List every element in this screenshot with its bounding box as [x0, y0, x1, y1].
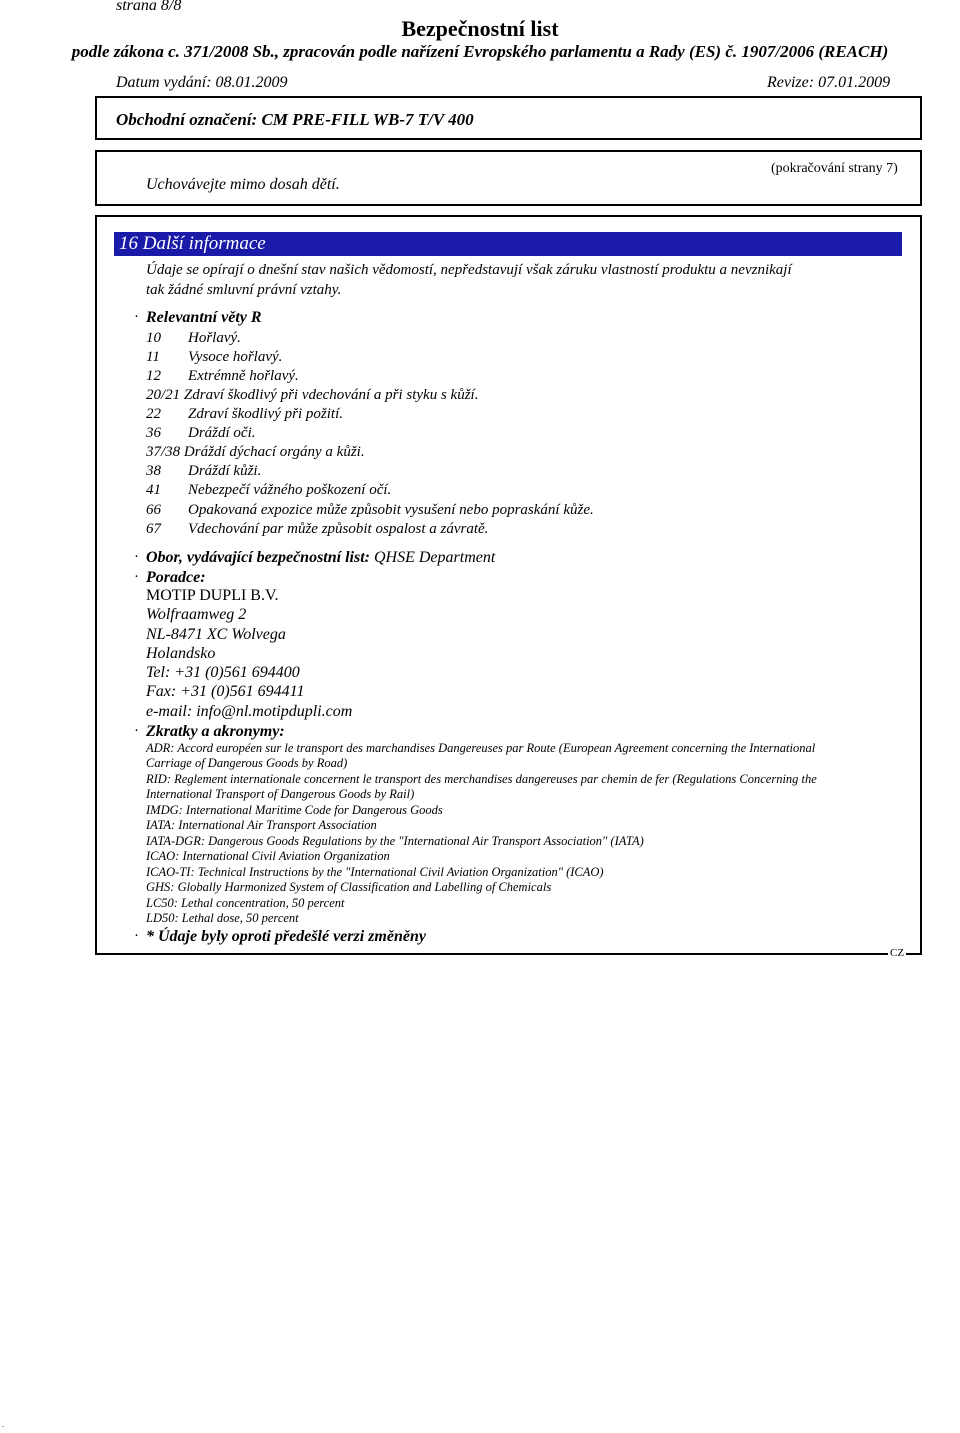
- r-phrase-text: Vdechování par může způsobit ospalost a závratě.: [188, 521, 489, 537]
- abbreviation-line: RID: Reglement internationale concernent le transport des merchandises dangereuses par chemin de fer (Regulations Concerning the: [146, 772, 817, 786]
- r-phrase-text: Opakovaná expozice může způsobit vysušení nebo popraskání kůže.: [188, 502, 594, 518]
- abbreviation-line: IATA-DGR: Dangerous Goods Regulations by the "International Air Transport Association" (IATA): [146, 834, 644, 848]
- abbreviation-line: GHS: Globally Harmonized System of Classification and Labelling of Chemicals: [146, 880, 552, 894]
- intro-line-1: Údaje se opírají o dnešní stav našich vědomostí, nepředstavují však záruku vlastností produktu a nevznikají: [146, 262, 792, 278]
- language-code: CZ: [890, 947, 905, 959]
- edge-mark: .: [2, 1420, 4, 1429]
- r-phrase-code: 38: [146, 463, 161, 479]
- page-number: strana 8/8: [116, 0, 182, 14]
- r-phrase-code: 11: [146, 349, 160, 365]
- r-phrase-text: Nebezpečí vážného poškození očí.: [188, 482, 392, 498]
- issue-date: Datum vydání: 08.01.2009: [116, 74, 288, 91]
- r-phrase-text: Dráždí kůži.: [188, 463, 262, 479]
- abbreviation-line: International Transport of Dangerous Goods by Rail): [146, 787, 415, 801]
- abbreviation-line: ICAO: International Civil Aviation Organization: [146, 849, 390, 863]
- advisor-fax: Fax: +31 (0)561 694411: [146, 683, 305, 700]
- r-phrase-code: 12: [146, 368, 161, 384]
- issuer-label: Obor, vydávající bezpečnostní list:: [146, 549, 370, 566]
- issuer-line: [146, 549, 495, 567]
- bullet-dot: ·: [134, 928, 139, 944]
- advisor-email: e-mail: info@nl.motipdupli.com: [146, 703, 353, 720]
- bullet-dot: ·: [134, 569, 139, 585]
- bullet-dot: ·: [134, 309, 139, 325]
- advisor-label: Poradce:: [146, 569, 206, 586]
- r-phrase-text: Zdraví škodlivý při požití.: [188, 406, 343, 422]
- abbreviation-line: IMDG: International Maritime Code for Dangerous Goods: [146, 803, 443, 817]
- child-warning: Uchovávejte mimo dosah dětí.: [146, 176, 340, 193]
- r-phrase-text: 20/21 Zdraví škodlivý při vdechování a při styku s kůží.: [146, 387, 479, 403]
- issuer-value: QHSE Department: [373, 549, 496, 566]
- r-phrase-code: 67: [146, 521, 161, 537]
- changed-note: * Údaje byly oproti předešlé verzi změněny: [146, 928, 426, 945]
- r-phrases-heading: Relevantní věty R: [146, 309, 262, 326]
- trade-name: Obchodní označení: CM PRE-FILL WB-7 T/V 400: [116, 110, 474, 129]
- advisor-country: Holandsko: [146, 645, 216, 662]
- bullet-dot: ·: [134, 723, 139, 739]
- abbreviations-heading: Zkratky a akronymy:: [146, 723, 285, 740]
- r-phrase-code: 36: [146, 425, 161, 441]
- document-title: Bezpečnostní list: [401, 16, 559, 41]
- r-phrase-code: 10: [146, 330, 161, 346]
- r-phrase-code: 66: [146, 502, 161, 518]
- advisor-street: Wolfraamweg 2: [146, 606, 247, 623]
- advisor-city: NL-8471 XC Wolvega: [146, 626, 286, 643]
- r-phrase-code: 41: [146, 482, 161, 498]
- intro-line-2: tak žádné smluvní právní vztahy.: [146, 282, 342, 298]
- r-phrase-text: Dráždí oči.: [188, 425, 256, 441]
- abbreviation-line: IATA: International Air Transport Association: [146, 818, 377, 832]
- r-phrase-text: Hořlavý.: [188, 330, 241, 346]
- r-phrase-text: 37/38 Dráždí dýchací orgány a kůži.: [146, 444, 365, 460]
- bullet-dot: ·: [134, 549, 139, 565]
- abbreviation-line: Carriage of Dangerous Goods by Road): [146, 756, 348, 770]
- revision-date: Revize: 07.01.2009: [767, 74, 891, 91]
- abbreviation-line: ICAO-TI: Technical Instructions by the "International Civil Aviation Organization" (ICAO): [146, 865, 604, 879]
- abbreviation-line: LC50: Lethal concentration, 50 percent: [146, 896, 345, 910]
- section-title: 16 Další informace: [119, 233, 266, 254]
- continuation-note: (pokračování strany 7): [771, 161, 898, 176]
- r-phrase-text: Vysoce hořlavý.: [188, 349, 283, 365]
- advisor-phone: Tel: +31 (0)561 694400: [146, 664, 300, 681]
- abbreviation-line: ADR: Accord européen sur le transport des marchandises Dangereuses par Route (European Agreement concerning the International: [146, 741, 816, 755]
- r-phrase-code: 22: [146, 406, 161, 422]
- advisor-company: MOTIP DUPLI B.V.: [146, 587, 279, 604]
- abbreviation-line: LD50: Lethal dose, 50 percent: [146, 911, 299, 925]
- document-subtitle: podle zákona c. 371/2008 Sb., zpracován podle nařízení Evropského parlamentu a Rady (ES) č. 1907/2006 (REACH): [71, 42, 889, 61]
- r-phrase-text: Extrémně hořlavý.: [188, 368, 299, 384]
